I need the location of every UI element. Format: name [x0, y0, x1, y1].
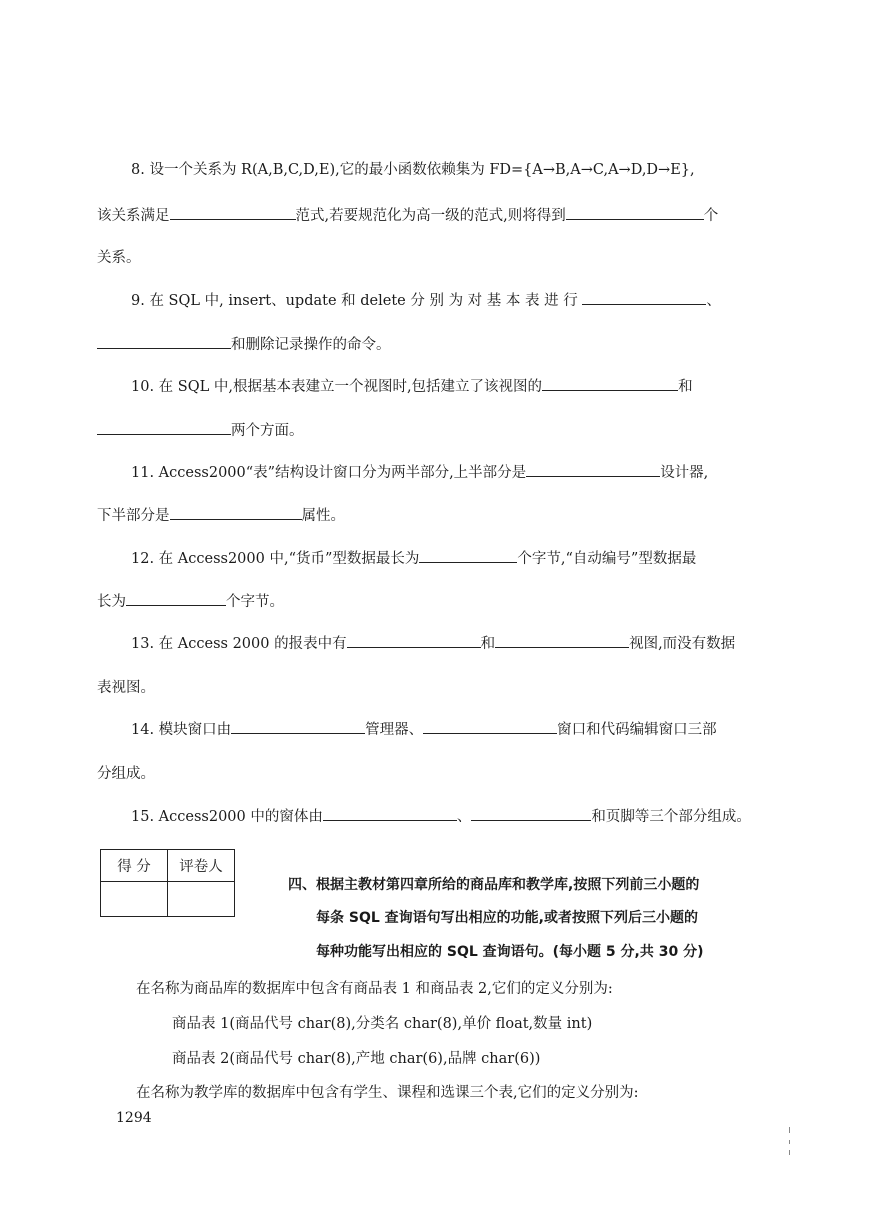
answer-blank — [97, 334, 231, 349]
question-13-line-2 — [97, 676, 155, 697]
score-table — [100, 849, 235, 917]
text-segment: 属性。 — [301, 508, 345, 524]
scan-mark — [789, 1150, 790, 1155]
score-header: 得 分 — [101, 850, 168, 882]
text-segment: 表视图。 — [97, 680, 155, 696]
text-segment: 15. Access2000 中的窗体由 — [131, 809, 323, 825]
product-table-1-definition — [172, 1012, 592, 1033]
answer-blank — [97, 420, 231, 435]
answer-blank — [566, 205, 704, 220]
text-segment: 在名称为教学库的数据库中包含有学生、课程和选课三个表,它们的定义分别为: — [136, 1085, 639, 1101]
text-segment: 窗口和代码编辑窗口三部 — [557, 722, 717, 738]
text-segment: 每种功能写出相应的 SQL 查询语句。(每小题 5 分,共 30 分) — [316, 944, 704, 960]
answer-blank — [170, 205, 296, 220]
text-segment: 分组成。 — [97, 766, 155, 782]
text-segment: 个 — [703, 208, 719, 224]
text-segment: 下半部分是 — [97, 508, 170, 524]
text-segment: 、 — [456, 809, 472, 825]
text-segment: 个字节。 — [226, 594, 284, 610]
text-segment: 管理器、 — [365, 722, 424, 738]
question-15-line-1 — [131, 805, 751, 826]
text-segment: 和 — [678, 379, 693, 395]
text-segment: 每条 SQL 查询语句写出相应的功能,或者按照下列后三小题的 — [316, 910, 698, 926]
text-segment: 13. 在 Access 2000 的报表中有 — [131, 636, 347, 652]
text-segment: 设计器, — [660, 465, 709, 481]
question-11-line-1 — [131, 461, 708, 482]
answer-blank — [495, 633, 629, 648]
text-segment: 长为 — [97, 594, 126, 610]
text-segment: 、 — [706, 293, 721, 309]
question-10-line-2 — [97, 419, 304, 440]
text-segment: 和删除记录操作的命令。 — [231, 337, 391, 353]
question-8-line-1 — [131, 158, 695, 179]
question-8-text: 8. 设一个关系为 R(A,B,C,D,E),它的最小函数依赖集为 FD={A→B,A→C,A→D,D→E}, — [131, 162, 695, 178]
text-segment: 12. 在 Access2000 中,“货币”型数据最长为 — [131, 551, 420, 567]
answer-blank — [347, 633, 481, 648]
section-4-line-3 — [316, 941, 704, 961]
text-segment: 个字节,“自动编号”型数据最 — [517, 551, 697, 567]
body-paragraph-2 — [136, 1081, 639, 1102]
text-segment: 范式,若要规范化为高一级的范式,则将得到 — [295, 208, 566, 224]
text-segment: 10. 在 SQL 中,根据基本表建立一个视图时,包括建立了该视图的 — [131, 379, 543, 395]
question-8-line-3 — [97, 246, 141, 267]
text-segment: 和页脚等三个部分组成。 — [591, 809, 751, 825]
answer-blank — [323, 806, 457, 821]
answer-blank — [423, 719, 557, 734]
product-table-2-definition — [172, 1047, 540, 1068]
question-12-line-1 — [131, 547, 696, 568]
score-cell — [101, 882, 168, 917]
text-segment: 9. 在 SQL 中, insert、update 和 delete 分 别 为 对 基 本 表 进 行 — [131, 293, 578, 309]
answer-blank — [542, 376, 678, 391]
question-9-line-1 — [131, 289, 721, 310]
grader-header: 评卷人 — [168, 850, 235, 882]
text-segment: 14. 模块窗口由 — [131, 722, 232, 738]
answer-blank — [126, 591, 226, 606]
text-segment: 视图,而没有数据 — [629, 636, 736, 652]
answer-blank — [419, 548, 517, 563]
section-4-line-1 — [288, 874, 699, 894]
question-14-line-1 — [131, 718, 717, 739]
text-segment: 两个方面。 — [231, 423, 304, 439]
answer-blank — [471, 806, 591, 821]
answer-blank — [526, 462, 660, 477]
text-segment: 商品表 1(商品代号 char(8),分类名 char(8),单价 float,数量 int) — [172, 1016, 593, 1032]
page-number: 1294 — [116, 1110, 152, 1126]
answer-blank — [582, 290, 706, 305]
text-segment: 商品表 2(商品代号 char(8),产地 char(6),品牌 char(6)) — [172, 1051, 541, 1067]
question-8-line-2 — [97, 204, 718, 225]
grader-cell — [168, 882, 235, 917]
question-12-line-2 — [97, 590, 284, 611]
question-9-line-2 — [97, 333, 391, 354]
section-4-line-2 — [316, 907, 698, 927]
question-10-line-1 — [131, 375, 693, 396]
scan-mark — [789, 1140, 790, 1144]
answer-blank — [231, 719, 365, 734]
text-segment: 11. Access2000“表”结构设计窗口分为两半部分,上半部分是 — [131, 465, 527, 481]
text-segment: 四、根据主教材第四章所给的商品库和教学库,按照下列前三小题的 — [288, 877, 700, 893]
question-13-line-1 — [131, 632, 735, 653]
answer-blank — [170, 505, 302, 520]
text-segment: 关系。 — [97, 250, 141, 266]
question-14-line-2 — [97, 762, 155, 783]
text-segment: 该关系满足 — [97, 208, 170, 224]
text-segment: 在名称为商品库的数据库中包含有商品表 1 和商品表 2,它们的定义分别为: — [136, 981, 613, 997]
scan-mark — [789, 1127, 790, 1133]
body-paragraph-1 — [136, 977, 613, 998]
question-11-line-2 — [97, 504, 345, 525]
text-segment: 和 — [480, 636, 496, 652]
